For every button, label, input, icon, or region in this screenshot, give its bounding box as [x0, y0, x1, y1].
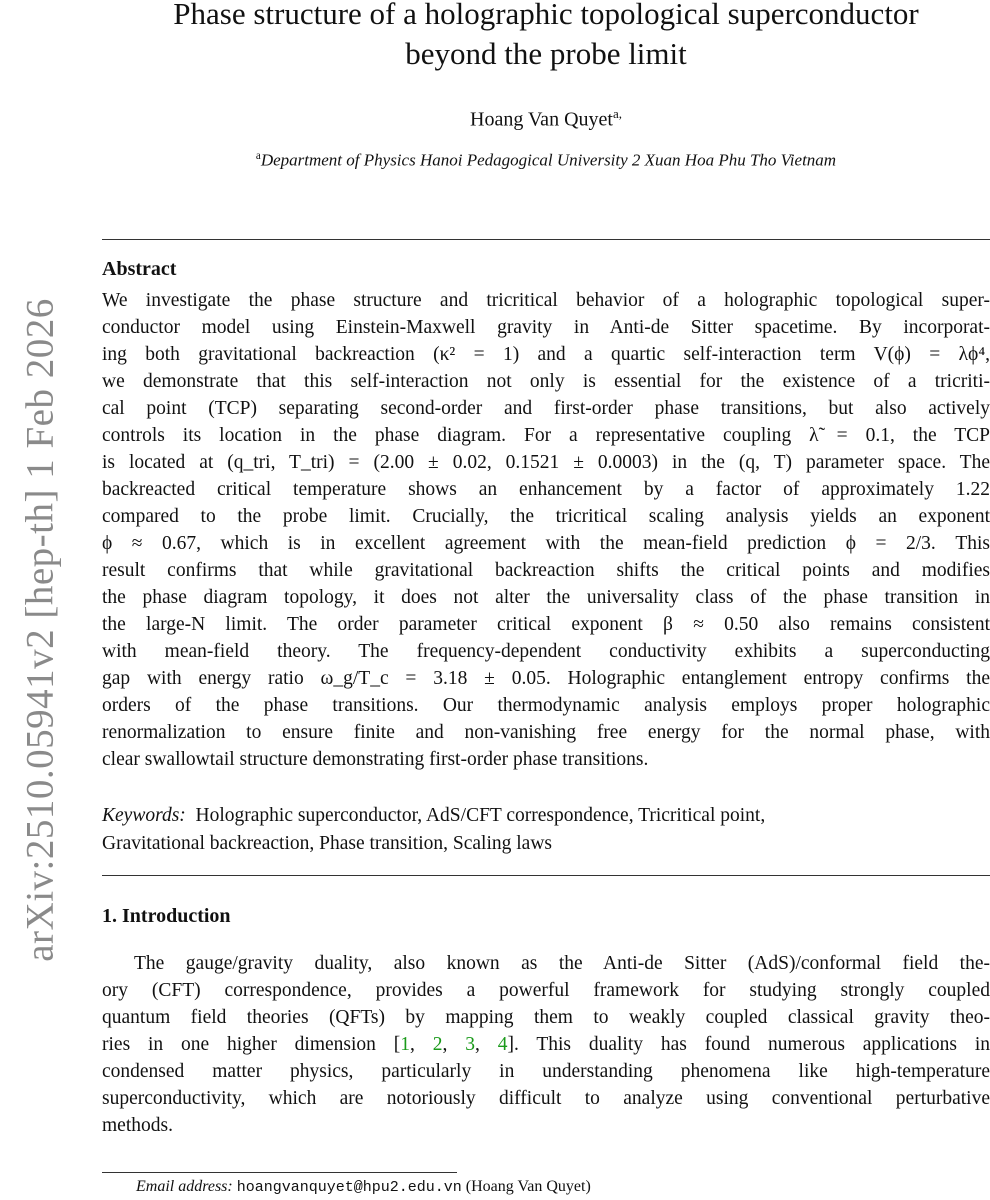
intro-line: methods. — [102, 1115, 173, 1136]
citation-link-2[interactable]: 2 — [432, 1034, 443, 1055]
abstract-line: ing both gravitational backreaction (κ² = 1) and a quartic self-interaction term V(ϕ) = λϕ⁴, — [102, 344, 990, 365]
intro-line: condensed matter physics, particularly in understanding phenomena like high-temperature — [102, 1061, 990, 1082]
intro-line-text: ries in one higher dimension [ — [102, 1034, 401, 1055]
citation-link-1[interactable]: 1 — [400, 1034, 411, 1055]
keywords-line-1 — [102, 802, 990, 830]
abstract-line: we demonstrate that this self-interaction not only is essential for the existence of a tricriti- — [102, 371, 990, 392]
abstract-line: We investigate the phase structure and tricritical behavior of a holographic topological super- — [102, 290, 990, 311]
footnote-rule — [102, 1172, 457, 1173]
abstract-body — [102, 287, 990, 773]
abstract-line: the phase diagram topology, it does not alter the universality class of the phase transition in — [102, 587, 990, 608]
email-author-name: (Hoang Van Quyet) — [465, 1178, 591, 1195]
email-label: Email address: — [136, 1178, 233, 1195]
abstract-line: compared to the probe limit. Crucially, the tricritical scaling analysis yields an exponent — [102, 506, 990, 527]
intro-line: superconductivity, which are notoriously difficult to analyze using conventional perturbative — [102, 1088, 990, 1109]
affiliation — [102, 150, 990, 171]
paper-title — [102, 0, 990, 74]
arxiv-identifier: arXiv:2510.05941v2 [hep-th] 1 Feb 2026 — [18, 298, 62, 962]
title-line-1: Phase structure of a holographic topological superconductor — [173, 0, 919, 31]
intro-line: ory (CFT) correspondence, provides a powerful framework for studying strongly coupled — [102, 980, 990, 1001]
keywords-rule — [102, 875, 990, 876]
abstract-line: clear swallowtail structure demonstrating first-order phase transitions. — [102, 749, 649, 770]
abstract-line: cal point (TCP) separating second-order and first-order phase transitions, but also actively — [102, 398, 990, 419]
abstract-line: renormalization to ensure finite and non-vanishing free energy for the normal phase, with — [102, 722, 990, 743]
author — [102, 106, 990, 132]
citation-link-4[interactable]: 4 — [497, 1034, 508, 1055]
abstract-line: backreacted critical temperature shows an enhancement by a factor of approximately 1.22 — [102, 479, 990, 500]
keywords-label: Keywords: — [102, 805, 186, 826]
abstract-line: result confirms that while gravitational backreaction shifts the critical points and modifies — [102, 560, 990, 581]
affiliation-mark: a — [255, 150, 261, 162]
introduction-heading: 1. Introduction — [102, 905, 231, 927]
keywords-line-2: Gravitational backreaction, Phase transition, Scaling laws — [102, 833, 552, 854]
keywords — [102, 802, 990, 858]
abstract-line: gap with energy ratio ω_g/T_c = 3.18 ± 0.05. Holographic entanglement entropy confirms the — [102, 668, 990, 689]
intro-line-text: ]. This duality has found numerous applications in — [507, 1034, 990, 1055]
abstract-line: is located at (q_tri, T_tri) = (2.00 ± 0.02, 0.1521 ± 0.0003) in the (q, T) parameter space. The — [102, 452, 990, 473]
keywords-text-1: Holographic superconductor, AdS/CFT correspondence, Tricritical point, — [195, 805, 766, 826]
top-rule — [102, 239, 990, 240]
abstract-line: ϕ ≈ 0.67, which is in excellent agreement with the mean-field prediction ϕ = 2/3. This — [102, 533, 990, 554]
intro-line: quantum field theories (QFTs) by mapping them to weakly coupled classical gravity theo- — [102, 1007, 990, 1028]
abstract-line: the large-N limit. The order parameter critical exponent β ≈ 0.50 also remains consistent — [102, 614, 990, 635]
intro-line-with-citations: ries in one higher dimension [1, 2, 3, 4]. This duality has found numerous applications in — [102, 1034, 990, 1055]
introduction-body — [102, 950, 990, 1139]
intro-line: The gauge/gravity duality, also known as the Anti-de Sitter (AdS)/conformal field the- — [134, 953, 990, 974]
abstract-line: conductor model using Einstein-Maxwell gravity in Anti-de Sitter spacetime. By incorporat- — [102, 317, 990, 338]
abstract-line: controls its location in the phase diagram. For a representative coupling λ̃ = 0.1, the TCP — [102, 425, 990, 446]
footnote — [136, 1178, 591, 1196]
abstract-heading: Abstract — [102, 258, 177, 280]
email-address[interactable]: hoangvanquyet@hpu2.edu.vn — [236, 1179, 462, 1196]
author-affiliation-mark: a, — [612, 106, 622, 121]
citation-link-3[interactable]: 3 — [465, 1034, 475, 1055]
abstract-line: with mean-field theory. The frequency-dependent conductivity exhibits a superconducting — [102, 641, 990, 662]
title-line-2: beyond the probe limit — [405, 36, 687, 71]
abstract-line: orders of the phase transitions. Our thermodynamic analysis employs proper holographic — [102, 695, 990, 716]
author-name: Hoang Van Quyet — [470, 108, 613, 131]
affiliation-text: Department of Physics Hanoi Pedagogical University 2 Xuan Hoa Phu Tho Vietnam — [260, 150, 837, 170]
